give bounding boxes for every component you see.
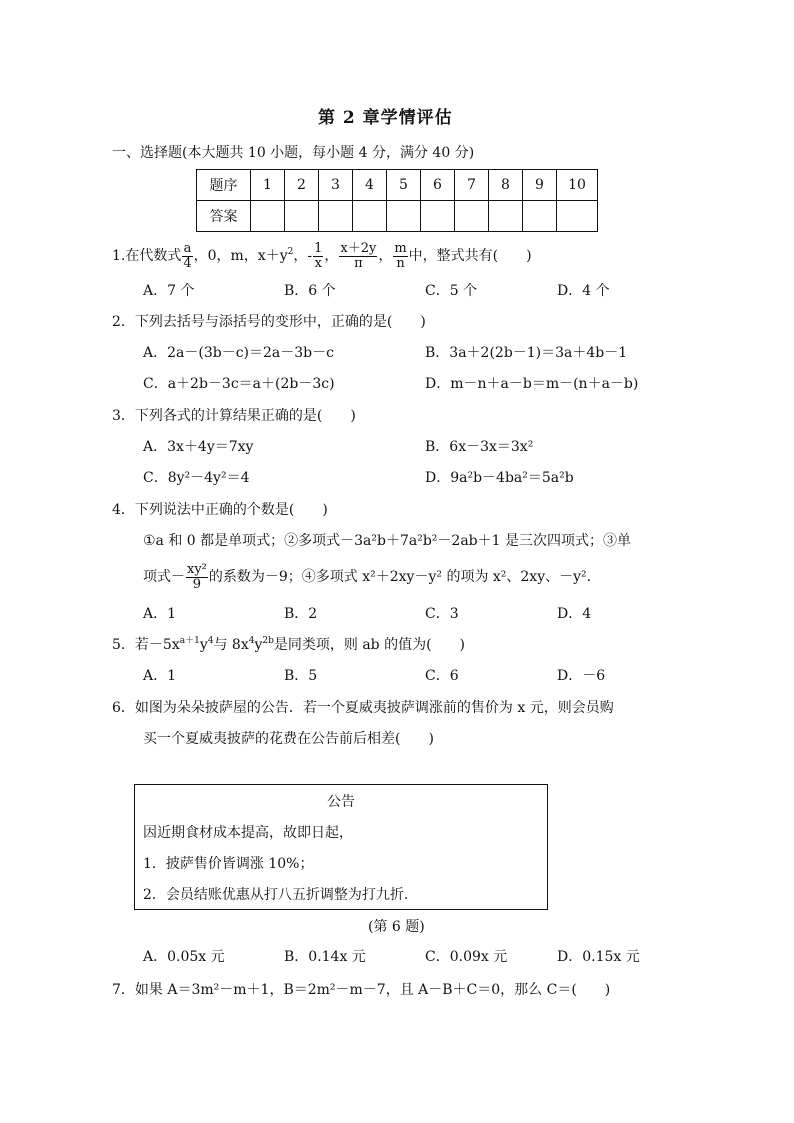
- answer-cell-5[interactable]: [387, 201, 421, 232]
- table-row: [197, 170, 598, 201]
- option-a[interactable]: A．7 个: [143, 283, 195, 299]
- option-a[interactable]: A．1: [143, 668, 177, 684]
- answer-cell-9[interactable]: [523, 201, 557, 232]
- table-cell: 7: [455, 170, 489, 201]
- figure-caption: (第 6 题): [368, 919, 425, 935]
- separator: ，: [378, 248, 393, 264]
- notice-box: [134, 784, 548, 910]
- notice-title: 公告: [327, 794, 355, 810]
- exponent: 4: [248, 636, 255, 646]
- frac-denominator: x: [314, 255, 322, 271]
- option-a[interactable]: A．2a－(3b－c)＝2a－3b－c: [143, 345, 334, 361]
- answer-cell-7[interactable]: [455, 201, 489, 232]
- table-cell-label: 题序: [197, 170, 251, 201]
- option-c[interactable]: C．8y²－4y²＝4: [143, 470, 250, 486]
- table-cell-label: 答案: [197, 201, 251, 232]
- answer-cell-3[interactable]: [319, 201, 353, 232]
- exponent: 2: [287, 247, 294, 257]
- answer-cell-10[interactable]: [557, 201, 598, 232]
- option-c[interactable]: C．a＋2b－3c＝a＋(2b－3c): [143, 376, 335, 392]
- q1-suffix: 中，整式共有( ): [408, 248, 532, 264]
- fraction: [339, 242, 377, 271]
- question-4-statements-cont: [143, 560, 591, 594]
- question-5-stem: [112, 635, 465, 655]
- answer-cell-6[interactable]: [421, 201, 455, 232]
- table-cell: 9: [523, 170, 557, 201]
- question-6-stem: 6．如图为朵朵披萨屋的公告．若一个夏威夷披萨调涨前的售价为 x 元，则会员购: [112, 700, 614, 716]
- q5-part: 与 8x: [213, 637, 249, 653]
- fraction: [393, 242, 407, 271]
- answer-table: [196, 169, 598, 232]
- frac-numerator: 1: [314, 240, 323, 256]
- separator: ，: [324, 248, 339, 264]
- question-7-stem: 7．如果 A＝3m²－m＋1，B＝2m²－m－7，且 A－B＋C＝0，那么 C＝( ): [112, 982, 611, 998]
- option-d[interactable]: D．4: [557, 606, 592, 622]
- frac-denominator: 9: [192, 576, 202, 592]
- notice-line: 因近期食材成本提高，故即日起，: [143, 825, 353, 841]
- table-cell: 10: [557, 170, 598, 201]
- option-a[interactable]: A．1: [143, 606, 177, 622]
- option-d[interactable]: D．－6: [557, 668, 606, 684]
- question-1-stem: [112, 240, 532, 272]
- frac-denominator: n: [396, 255, 405, 271]
- question-2-stem: 2．下列去括号与添括号的变形中，正确的是( ): [112, 314, 426, 330]
- frac-numerator: xy²: [187, 561, 207, 577]
- exponent: 4: [207, 636, 214, 646]
- table-cell: 2: [285, 170, 319, 201]
- table-cell: 5: [387, 170, 421, 201]
- q1-terms: ，0，m，x＋y: [193, 248, 288, 264]
- table-cell: 3: [319, 170, 353, 201]
- answer-cell-8[interactable]: [489, 201, 523, 232]
- table-row: [197, 201, 598, 232]
- frac-denominator: 4: [183, 255, 192, 271]
- option-d[interactable]: D．m－n＋a－b＝m－(n＋a－b): [425, 376, 639, 392]
- separator: ，-: [293, 248, 313, 264]
- question-4-statements: ①a 和 0 都是单项式；②多项式－3a²b＋7a²b²－2ab＋1 是三次四项式；③单: [143, 533, 631, 549]
- table-cell: 6: [421, 170, 455, 201]
- frac-denominator: π: [354, 255, 363, 271]
- answer-cell-1[interactable]: [251, 201, 285, 232]
- option-b[interactable]: B．6 个: [284, 283, 336, 299]
- question-3-stem: 3．下列各式的计算结果正确的是( ): [112, 408, 356, 424]
- fraction: [182, 242, 192, 271]
- option-d[interactable]: D．0.15x 元: [557, 949, 640, 965]
- frac-numerator: m: [394, 240, 407, 256]
- fraction: [313, 242, 323, 271]
- answer-cell-4[interactable]: [353, 201, 387, 232]
- q1-prefix: 1.在代数式: [112, 248, 182, 264]
- notice-line: 1．披萨售价皆调涨 10%；: [143, 856, 314, 872]
- option-a[interactable]: A．3x＋4y＝7xy: [143, 439, 254, 455]
- q5-part: 是同类项，则 ab 的值为( ): [273, 637, 466, 653]
- fraction: [186, 563, 208, 592]
- option-b[interactable]: B．6x－3x＝3x²: [425, 439, 534, 455]
- section-heading: 一、选择题(本大题共 10 小题，每小题 4 分，满分 40 分): [112, 145, 475, 161]
- option-c[interactable]: C．0.09x 元: [425, 949, 508, 965]
- exponent: a＋1: [179, 636, 200, 646]
- option-d[interactable]: D．9a²b－4ba²＝5a²b: [425, 470, 574, 486]
- option-b[interactable]: B．0.14x 元: [284, 949, 366, 965]
- q4-line2-pre: 项式－: [143, 569, 185, 585]
- table-cell: 1: [251, 170, 285, 201]
- exponent: 2b: [262, 636, 274, 646]
- option-b[interactable]: B．5: [284, 668, 318, 684]
- option-a[interactable]: A．0.05x 元: [143, 949, 225, 965]
- option-c[interactable]: C．3: [425, 606, 459, 622]
- q5-part: y: [199, 637, 208, 653]
- table-cell: 8: [489, 170, 523, 201]
- option-d[interactable]: D．4 个: [557, 283, 610, 299]
- q4-line2-post: 的系数为－9；④多项式 x²＋2xy－y² 的项为 x²、2xy、－y².: [208, 569, 592, 585]
- frac-numerator: x＋2y: [340, 240, 377, 256]
- frac-numerator: a: [183, 240, 192, 256]
- option-b[interactable]: B．3a＋2(2b－1)＝3a＋4b－1: [425, 345, 628, 361]
- option-b[interactable]: B．2: [284, 606, 318, 622]
- option-c[interactable]: C．6: [425, 668, 459, 684]
- question-4-stem: 4．下列说法中正确的个数是( ): [112, 502, 328, 518]
- page-title: 第 2 章学情评估: [318, 108, 453, 128]
- q5-part: y: [254, 637, 263, 653]
- q5-part: 5．若－5x: [112, 637, 180, 653]
- notice-line: 2．会员结账优惠从打八五折调整为打九折.: [143, 887, 409, 903]
- answer-cell-2[interactable]: [285, 201, 319, 232]
- question-6-stem-cont: 买一个夏威夷披萨的花费在公告前后相差( ): [143, 731, 434, 747]
- table-cell: 4: [353, 170, 387, 201]
- option-c[interactable]: C．5 个: [425, 283, 478, 299]
